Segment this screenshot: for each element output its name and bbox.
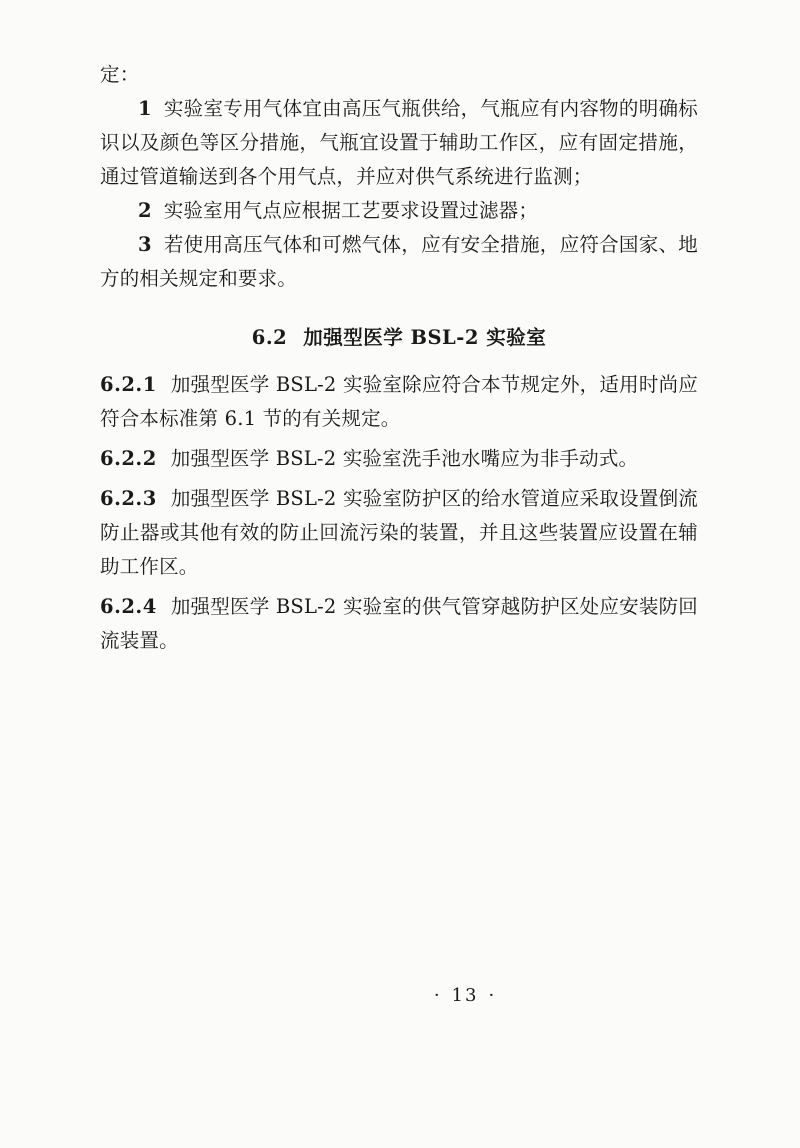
list-item-number: 2: [138, 199, 152, 222]
page-footer: [0, 985, 800, 1006]
list-item-text: 实验室用气点应根据工艺要求设置过滤器；: [163, 199, 539, 222]
clause-text: 加强型医学 BSL-2 实验室防护区的给水管道应采取设置倒流防止器或其他有效的防止回流污染的装置，并且这些装置应设置在辅助工作区。: [100, 487, 698, 578]
section-title: 加强型医学 BSL-2 实验室: [303, 326, 547, 349]
list-item: [100, 92, 698, 194]
clause: [100, 442, 698, 476]
list-item-text: 若使用高压气体和可燃气体，应有安全措施，应符合国家、地方的相关规定和要求。: [100, 233, 698, 290]
clause-text: 加强型医学 BSL-2 实验室的供气管穿越防护区处应安装防回流装置。: [100, 595, 698, 652]
clause: [100, 482, 698, 584]
clause-text: 加强型医学 BSL-2 实验室洗手池水嘴应为非手动式。: [170, 447, 639, 470]
page-number-block: [424, 985, 506, 1006]
list-item: [100, 228, 698, 296]
list-item-text: 实验室专用气体宜由高压气瓶供给，气瓶应有内容物的明确标识以及颜色等区分措施，气瓶宜设置于辅助工作区，应有固定措施，通过管道输送到各个用气点，并应对供气系统进行监测；: [100, 97, 698, 188]
clause: [100, 590, 698, 658]
page-number: 13: [451, 985, 479, 1006]
continued-paragraph: 定：: [100, 63, 140, 86]
clause-number: 6.2.1: [100, 373, 157, 396]
list-item: [100, 194, 698, 228]
section-heading: [100, 322, 698, 350]
footer-dot-right: ·: [488, 985, 497, 1006]
section-number: 6.2: [251, 326, 288, 349]
clause-text: 加强型医学 BSL-2 实验室除应符合本节规定外，适用时尚应符合本标准第 6.1 节的有关规定。: [100, 373, 698, 430]
list-item-number: 1: [138, 97, 152, 120]
clause-number: 6.2.3: [100, 487, 157, 510]
page-content: [100, 58, 698, 658]
clause-number: 6.2.2: [100, 447, 157, 470]
footer-dot-left: ·: [433, 985, 442, 1006]
clause: [100, 368, 698, 436]
list-item-number: 3: [138, 233, 152, 256]
clause-number: 6.2.4: [100, 595, 157, 618]
